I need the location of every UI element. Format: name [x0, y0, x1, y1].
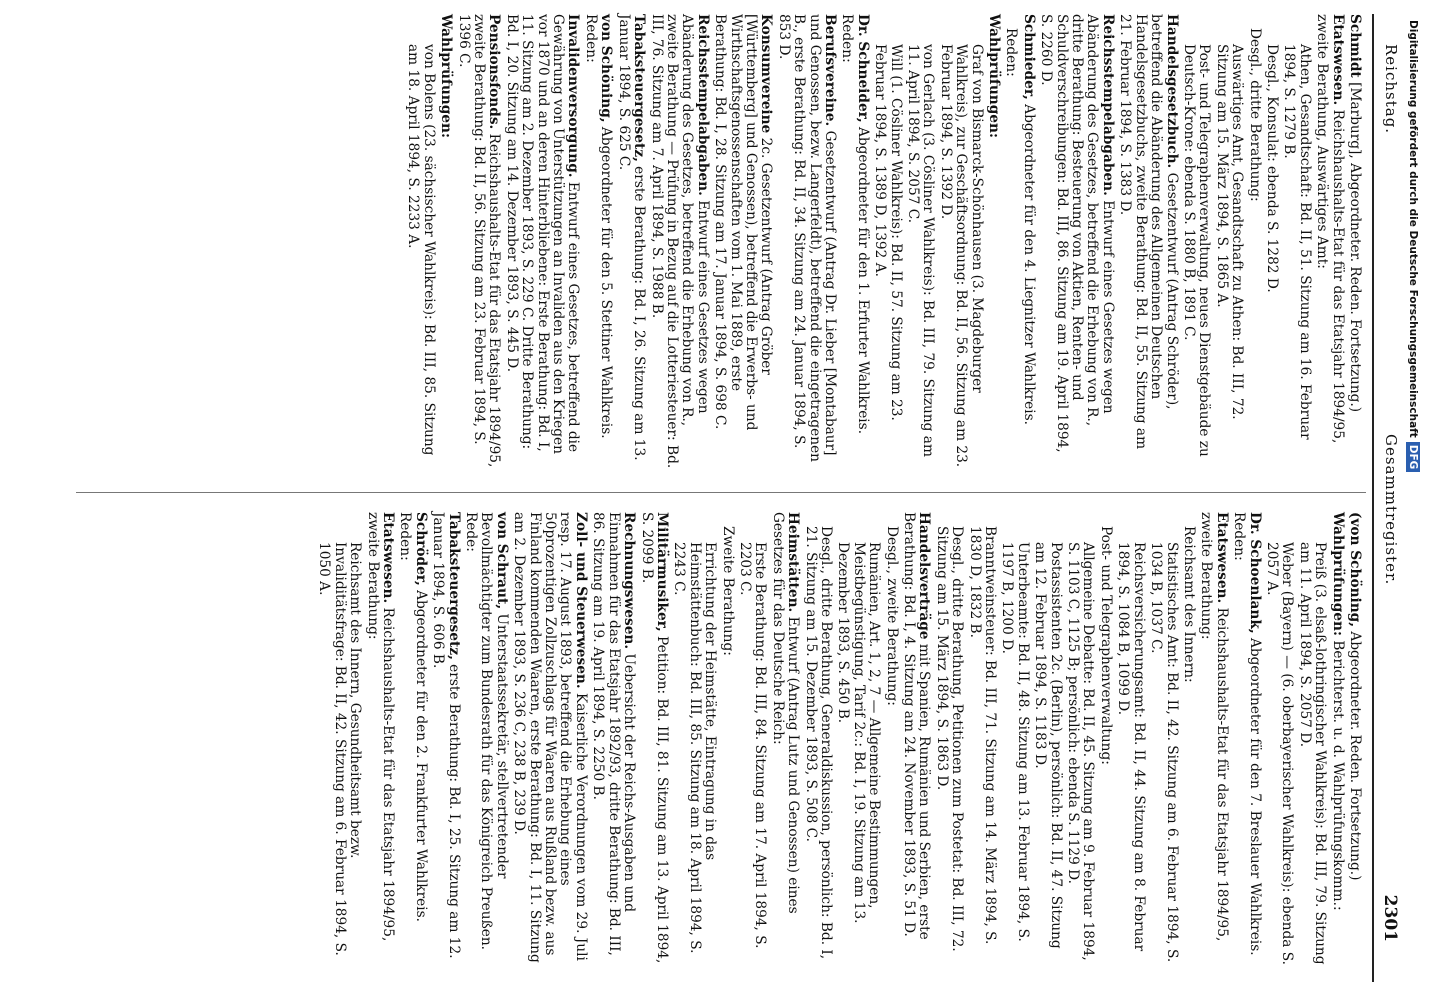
- entry-text: Athen, Gesandtschaft: Bd. II, 51. Sitzung am 16. Februar 1894, S. 1279 B.: [1281, 44, 1313, 440]
- index-entry: [986, 14, 1001, 469]
- index-entry: [719, 512, 734, 967]
- index-entry: [1181, 512, 1196, 967]
- entry-topic: Handelsgesetzbuch.: [1163, 14, 1180, 169]
- entry-text: Desgl., dritte Berathung:: [1246, 28, 1263, 202]
- register-page: [66, 14, 1406, 982]
- entry-topic: Etatswesen.: [1329, 14, 1346, 106]
- entry-topic: Konsumvereine: [758, 14, 775, 134]
- entry-text: Abgeordneter. Reden. Fortsetzung.): [1347, 627, 1363, 881]
- index-entry: [1181, 14, 1212, 469]
- entry-text: Erste Berathung: Bd. III, 84. Sitzung am 17. April 1894, S. 2203 C.: [736, 542, 769, 949]
- index-entry: [839, 14, 870, 469]
- entry-text: Desgl., Konsulat: ebenda S. 1282 D.: [1263, 44, 1280, 293]
- index-entry: [1329, 512, 1344, 967]
- left-column: [403, 14, 1362, 469]
- index-entry: [933, 512, 964, 967]
- entry-topic: Handelsverträge: [916, 512, 933, 640]
- entry-text: Gesetzentwurf (Antrag Schröder), betreffend die Abänderung des Allgemeinen Deutschen Handelsgesetzbuchs, zweite Berathung: Bd. II, 55. Sitzung am 21. Februar 1894, S. 1383 D.: [1117, 14, 1180, 450]
- entry-text: 2c. Gesetzentwurf (Antrag Gröber [Württemberg] und Genossen), betreffend die Erwerbs- und Wirthschaftsgenossenschaften vom 1. Mai 1889, erste Berathung: Bd. I, 28. Sitzung am 17. Januar 1894, S. 698 C.: [712, 14, 775, 431]
- entry-topic: Rechnungswesen.: [621, 512, 638, 650]
- index-entry: [1314, 14, 1345, 469]
- index-entry: [1148, 512, 1179, 967]
- entry-text: [Marburg], Abgeordneter. Reden. Fortsetzung.): [1347, 77, 1363, 413]
- page-number: 2301: [1380, 894, 1400, 942]
- index-entry: [1115, 512, 1146, 967]
- entry-topic: Wahlprüfungen:: [438, 14, 455, 139]
- entry-topic: Berufsvereine.: [822, 14, 838, 127]
- entry-name: Schmieder,: [1020, 14, 1037, 100]
- index-entry: [966, 512, 997, 967]
- index-entry: [364, 512, 395, 967]
- entry-text: Reichsamt des Innern, Gesundheitsamt bezw. Invaliditätsfrage: Bd. II, 42. Sitzung am 6. Februar 1894, S. 1050 A.: [316, 542, 364, 956]
- entry-text: Rumänien, Art. 1, 2, 7 — Allgemeine Bestimmungen, Meistbegünstigung, Tarif 2c.: Bd. I, 19. Sitzung am 13. Dezember 1893, S. 450 B.: [835, 542, 883, 924]
- entry-text: Abgeordneter für den 1. Erfurter Wahlkreis. Reden:: [839, 14, 871, 435]
- index-entry: [1281, 14, 1312, 469]
- entry-text: Desgl., dritte Berathung, Petitionen zum Postetat: Bd. III, 72. Sitzung am 15. März 1894, S. 1863 D.: [933, 526, 966, 952]
- entry-text: Auswärtiges Amt, Gesandtschaft zu Athen: Bd. III, 72. Sitzung am 15. März 1894, S. 1865 A.: [1213, 44, 1246, 420]
- entry-text: Berichterst. u. d. Wahlprüfungskomm.:: [1329, 636, 1346, 911]
- index-entry: [1198, 512, 1229, 967]
- entry-text: Post- und Telegraphenverwaltung, neues Dienstgebäude zu Deutsch-Krone: ebenda S. 1880 B, 1891 C.: [1180, 44, 1213, 457]
- entry-text: Reichshaushalts-Etat für das Etatsjahr 1894/95, zweite Berathung: Bd. II, 56. Sitzung am 23. Februar 1894, S. 1396 C.: [455, 14, 503, 468]
- entry-text: mit Spanien, Rumänien und Serbien, erste Berathung: Bd. I, 4. Sitzung am 24. November 1893, S. 51 D.: [901, 512, 933, 940]
- entry-text: Abgeordneter für den 2. Frankfurter Wahlkreis. Reden:: [397, 512, 429, 922]
- index-entry: [1347, 512, 1362, 967]
- index-entry: [872, 14, 903, 469]
- index-entry: [405, 14, 436, 469]
- index-entry: [1003, 14, 1018, 469]
- index-entry: [769, 512, 800, 967]
- column-divider: [76, 492, 1366, 493]
- entry-topic: Reichsstempelabgaben.: [1099, 14, 1116, 196]
- index-entry: [430, 512, 461, 967]
- index-entry: [455, 14, 501, 469]
- entry-text: Reichshaushalts-Etat für das Etatsjahr 1894/95, zweite Berathung, Auswärtiges Amt:: [1314, 14, 1346, 444]
- entry-text: Reichsamt des Innern:: [1180, 526, 1197, 683]
- entry-text: Graf von Bismarck-Schönhausen (3. Magdeburger Wahlkreis), zur Geschäftsordnung: Bd. II, 56. Sitzung am 23. Februar 1894, S. 1392 D.: [937, 44, 985, 468]
- index-entry: [1246, 14, 1261, 469]
- index-entry: [1231, 512, 1262, 967]
- entry-text: Uebersicht der Reichs-Ausgaben und Einnahmen für das Etatsjahr 1892/93, dritte Berathung: Bd. III, 86. Sitzung am 19. April 1894, S. 2250 B.: [590, 512, 638, 956]
- entry-text: Unterstaatssekretär, stellvertretender Bevollmächtigter zum Bundesrath für das Königreich Preußen. Rede:: [463, 512, 510, 950]
- entry-topic: Tabaksteuergesetz,: [445, 512, 462, 660]
- entry-text: Reichshaushalts-Etat für das Etatsjahr 1894/95, zweite Berathung:: [364, 512, 397, 942]
- index-entry: [463, 512, 509, 967]
- entry-topic: Wahlprüfungen:: [1329, 512, 1346, 637]
- index-entry: [775, 14, 837, 469]
- header-center: Gesammtregister.: [1382, 434, 1400, 586]
- entry-text: Petition: Bd. III, 81. Sitzung am 13. April 1894, S. 2099 B.: [638, 512, 670, 964]
- entry-name: von Schöning,: [598, 14, 615, 123]
- entry-text: Branntweinsteuer: Bd. III, 71. Sitzung am 14. März 1894, S. 1830 D, 1832 B.: [966, 526, 999, 945]
- entry-text: erste Berathung: Bd. I, 25. Sitzung am 12. Januar 1894, S. 606 B.: [430, 512, 462, 959]
- header-left: Reichstag.: [1382, 44, 1400, 135]
- entry-topic: Tabaksteuergesetz,: [631, 14, 648, 162]
- index-entry: [1213, 14, 1244, 469]
- entry-text: Desgl., dritte Berathung, Generaldiskussion, persönlich: Bd. I, 21. Sitzung am 15. Dezember 1893, S. 508 C.: [802, 526, 834, 960]
- entry-name: Dr. Schoenlank,: [1246, 512, 1263, 634]
- index-entry: [1117, 14, 1179, 469]
- dfg-logo: DFG: [1406, 442, 1420, 473]
- entry-text: Zweite Berathung:: [719, 526, 736, 656]
- index-entry: [397, 512, 428, 967]
- entry-topic: Etatswesen.: [1213, 512, 1230, 604]
- entry-text: Preiß (3. elsaß-lothringischer Wahlkreis): Bd. III, 79. Sitzung am 11. April 1894, S. 2057 D.: [1296, 542, 1329, 965]
- index-entry: [638, 512, 669, 967]
- entry-text: Weber (Bayern) — (6. oberbayerischer Wahlkreis): ebenda S. 2057 A.: [1263, 542, 1296, 966]
- digitization-note-text: Digitalisierung gefördert durch die Deutsche Forschungsgemeinschaft: [1407, 20, 1419, 438]
- entry-text: von Bolens (23. sächsischer Wahlkreis): Bd. III, 85. Sitzung am 18. April 1894, S. 2233 A.: [405, 44, 437, 456]
- index-entry: [590, 512, 636, 967]
- entry-text: Abgeordneter für den 5. Stettiner Wahlkreis. Reden:: [582, 14, 615, 439]
- index-entry: [1264, 14, 1279, 469]
- index-entry: [1098, 512, 1113, 967]
- entry-text: Reden:: [1003, 28, 1020, 77]
- index-entry: [802, 512, 833, 967]
- index-entry: [937, 14, 983, 469]
- entry-topic: Militärmusiker,: [653, 512, 670, 632]
- entry-text: Postassistenten 2c. (Berlin), persönlich: Bd. II, 47. Sitzung am 12. Februar 1894, S. 1183 D.: [1032, 542, 1064, 949]
- entry-topic: Heimstätten.: [785, 512, 802, 613]
- index-entry: [835, 512, 881, 967]
- entry-text: Entwurf eines Gesetzes, betreffend die Gewährung von Unterstützungen an Invaliden aus den Kriegen vor 1870 und an deren Hinterbliebene: Erste Berathung: Bd. I, 11. Sitzung am 2. Dezember 1893, S. 229 C. Dritte Berathung: Bd. I, 20. Sitzung am 14. Dezember 1893, S. 445 D.: [503, 14, 582, 454]
- index-entry: [1038, 14, 1115, 469]
- index-entry: [1296, 512, 1327, 967]
- index-entry: [648, 14, 710, 469]
- entry-text: Reichsversicherungsamt: Bd. II, 44. Sitzung am 8. Februar 1894, S. 1084 B, 1099 D.: [1115, 542, 1147, 952]
- entry-name: (von Schöning,: [1347, 512, 1363, 628]
- entry-name: Schröder,: [412, 512, 429, 586]
- entry-topic: Pensionsfonds.: [486, 14, 503, 130]
- header-rule: [1372, 14, 1374, 982]
- entry-text: Entwurf eines Gesetzes wegen Abänderung des Gesetzes, betreffend die Erhebung von R., zweite Berathung — Prüfung in Bezug auf die Lotteriesteuer: Bd. III, 76. Sitzung am 7. April 1894, S. 1988 B.: [648, 14, 711, 469]
- index-entry: [901, 512, 932, 967]
- index-entry: [583, 14, 614, 469]
- index-entry: [1347, 14, 1362, 469]
- index-entry: [671, 512, 717, 967]
- index-entry: [999, 512, 1030, 967]
- entry-topic: Etatswesen.: [380, 512, 397, 604]
- entry-text: Entwurf (Antrag Lutz und Genossen) eines Gesetzes für das Deutsche Reich:: [769, 512, 802, 914]
- entry-text: Allgemeine Debatte: Bd. II, 45. Sitzung am 9. Februar 1894, S. 1103 C, 1125 B; persönlich: ebenda S. 1129 D.: [1065, 542, 1097, 961]
- index-entry: [615, 14, 646, 469]
- index-entry: [438, 14, 453, 469]
- index-entry: [503, 14, 580, 469]
- entry-text: Entwurf eines Gesetzes wegen Abänderung des Gesetzes, betreffend die Erhebung von R., dritte Berathung: Besteuerung von Aktien, Renten- und Schuldverschreibungen: Bd. III, 86. Sitzung am 19. April 1894, S. 2260 D.: [1038, 14, 1116, 453]
- entry-topic: Zoll- und Steuerwesen.: [572, 512, 589, 689]
- right-column: [314, 512, 1362, 967]
- digitization-note: [1398, 20, 1428, 985]
- index-entry: [1264, 512, 1295, 967]
- entry-text: Post- und Telegraphenverwaltung:: [1097, 526, 1114, 765]
- entry-text: Unterbeamte: Bd. II, 48. Sitzung am 13. Februar 1894, S. 1197 B, 1200 D.: [999, 542, 1031, 942]
- entry-text: Abgeordneter für den 7. Breslauer Wahlkreis. Reden:: [1231, 512, 1263, 956]
- entry-text: Abgeordneter für den 4. Liegnitzer Wahlkreis.: [1020, 99, 1037, 426]
- entry-text: Desgl., zweite Berathung:: [883, 526, 900, 706]
- entry-text: Statistisches Amt: Bd. II, 42. Sitzung am 6. Februar 1894, S. 1034 B, 1037 C.: [1148, 542, 1180, 963]
- index-entry: [1032, 512, 1063, 967]
- index-entry: [737, 512, 768, 967]
- entry-text: Reichshaushalts-Etat für das Etatsjahr 1894/95, zweite Berathung:: [1198, 512, 1230, 942]
- entry-text: Gesetzentwurf (Antrag Dr. Lieber [Montabaur] und Genossen, bezw. Langerfeldt), betreffend die eingetragenen B., erste Berathung: Bd. II, 34. Sitzung am 24. Januar 1894, S. 853 D.: [775, 14, 838, 462]
- entry-text: Errichtung der Heimstätte, Eintragung in das Heimstättenbuch: Bd. III, 85. Sitzung am 18. April 1894, S. 2243 C.: [671, 542, 719, 954]
- entry-text: Will (1. Cösliner Wahlkreis): Bd. II, 57. Sitzung am 23. Februar 1894, S. 1389 D, 1392 A.: [872, 44, 904, 421]
- entry-topic: Reichsstempelabgaben.: [694, 14, 711, 196]
- entry-topic: Wahlprüfungen:: [986, 14, 1003, 139]
- entry-text: erste Berathung: Bd. I, 26. Sitzung am 13. Januar 1894, S. 625 C.: [615, 14, 648, 461]
- index-entry: [511, 512, 588, 967]
- index-entry: [1065, 512, 1096, 967]
- entry-name: Schmidt: [1347, 14, 1363, 78]
- entry-text: Kaiserliche Verordnungen vom 29. Juli resp. 17. August 1893, betreffend die Erhebung eines 50prozentigen Zollzuschlags für Waaren aus Rußland bezw. aus Finland kommenden Waaren, erste Berathung: Bd. I, 11. Sitzung am 2. Dezember 1893, S. 236 C, 238 B, 239 D.: [511, 512, 589, 963]
- index-entry: [883, 512, 898, 967]
- index-entry: [905, 14, 936, 469]
- entry-name: von Schraut,: [493, 512, 510, 610]
- index-entry: [1020, 14, 1035, 469]
- entry-topic: Invalidenversorgung.: [565, 14, 582, 178]
- index-entry: [712, 14, 774, 469]
- entry-name: Dr. Schneider,: [854, 14, 871, 123]
- entry-text: von Gerlach (3. Cösliner Wahlkreis): Bd. III, 79. Sitzung am 11. April 1894, S. 2057 C.: [905, 44, 937, 457]
- index-entry: [316, 512, 362, 967]
